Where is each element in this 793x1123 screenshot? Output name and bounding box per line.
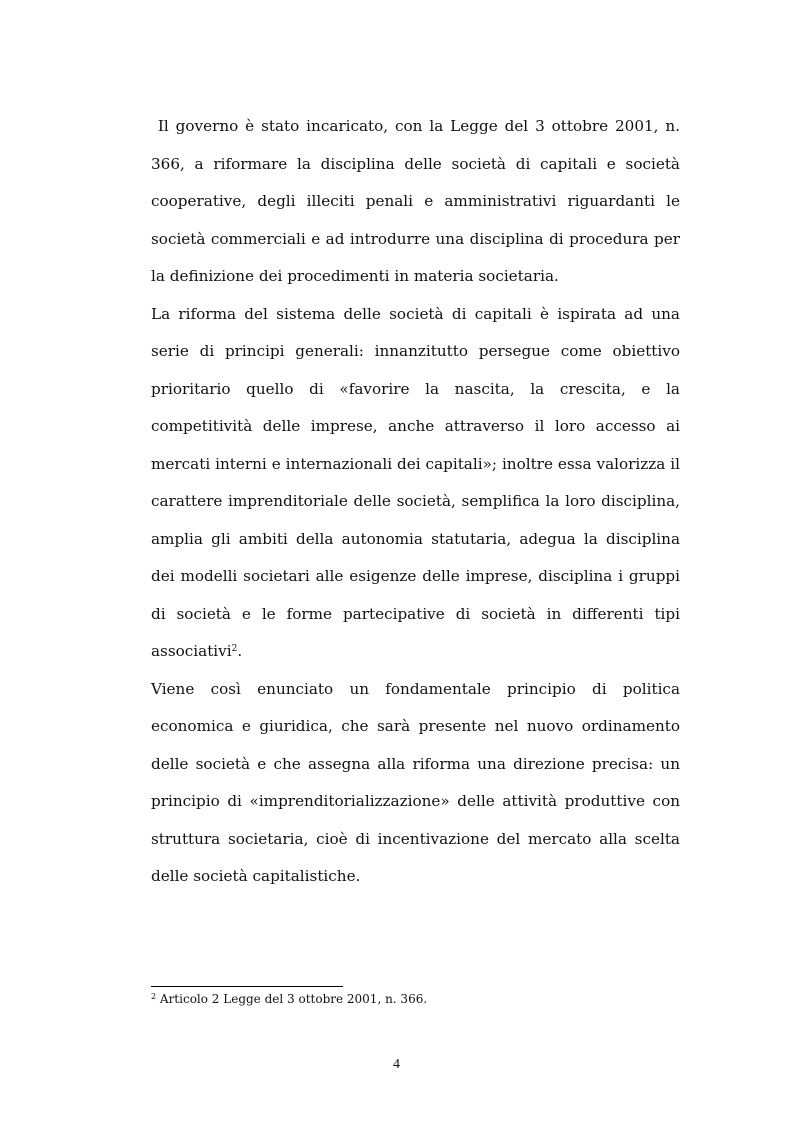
text-line: La riforma del sistema delle società di capitali è ispirata ad una	[151, 304, 680, 323]
text-line: struttura societaria, cioè di incentivazione del mercato alla scelta	[151, 829, 680, 848]
page-number: 4	[393, 1057, 400, 1072]
body-text	[151, 108, 680, 896]
text-line: serie di principi generali: innanzitutto persegue come obiettivo	[151, 342, 680, 360]
text-line: principio di «imprenditorializzazione» delle attività produttive con	[151, 792, 680, 810]
text-fragment: .	[237, 642, 243, 660]
text-line: prioritario quello di «favorire la nascita, la crescita, e la	[151, 379, 680, 398]
text-fragment: associativi	[151, 642, 232, 660]
footnote-separator	[151, 986, 343, 987]
text-line: economica e giuridica, che sarà presente nel nuovo ordinamento	[151, 717, 680, 735]
footnote-number: 2	[151, 992, 157, 1001]
text-line: Il governo è stato incaricato, con la Legge del 3 ottobre 2001, n.	[151, 117, 680, 135]
text-line: di società e le forme partecipative di società in differenti tipi	[151, 604, 680, 623]
footnote	[151, 992, 427, 1006]
footnote-text: Articolo 2 Legge del 3 ottobre 2001, n. 366.	[156, 992, 428, 1006]
text-line: mercati interni e internazionali dei capitali»; inoltre essa valorizza il	[151, 454, 680, 473]
text-line: Viene così enunciato un fondamentale principio di politica	[151, 679, 680, 698]
footnote-reference[interactable]: 2	[231, 644, 238, 654]
text-line: 366, a riformare la disciplina delle società di capitali e società	[151, 154, 680, 173]
text-line: società commerciali e ad introdurre una disciplina di procedura per	[151, 229, 680, 248]
text-line: la definizione dei procedimenti in materia societaria.	[151, 267, 559, 285]
text-line	[151, 633, 680, 671]
text-line: carattere imprenditoriale delle società, semplifica la loro disciplina,	[151, 492, 680, 510]
text-line: amplia gli ambiti della autonomia statutaria, adegua la disciplina	[151, 529, 680, 548]
text-line: delle società capitalistiche.	[151, 867, 361, 885]
text-line: delle società e che assegna alla riforma una direzione precisa: un	[151, 754, 680, 773]
text-line: competitività delle imprese, anche attraverso il loro accesso ai	[151, 417, 680, 435]
text-line: dei modelli societari alle esigenze delle imprese, disciplina i gruppi	[151, 567, 680, 585]
text-line: cooperative, degli illeciti penali e amministrativi riguardanti le	[151, 192, 680, 210]
